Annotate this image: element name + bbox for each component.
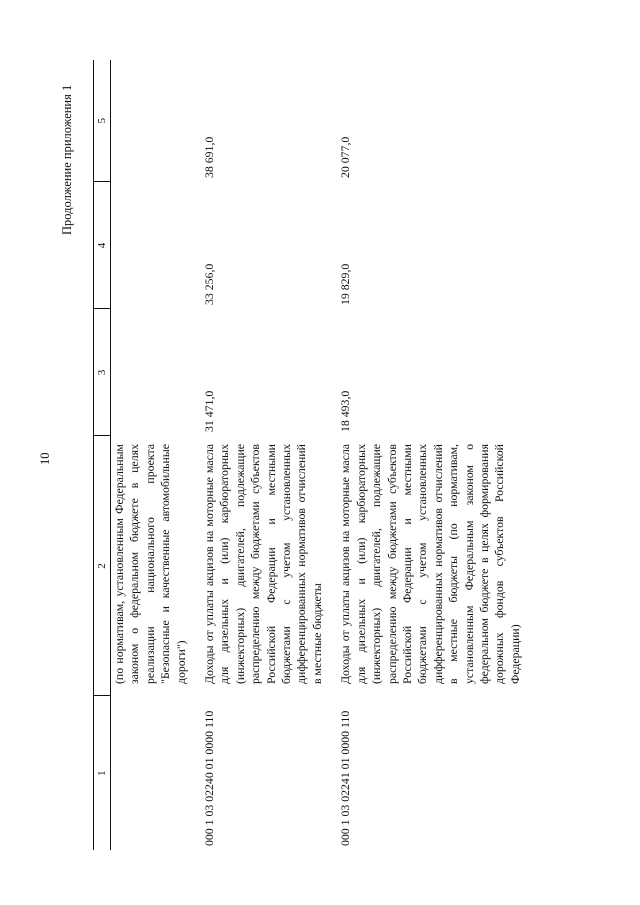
table-row	[199, 60, 335, 850]
header-col-1: 1	[94, 696, 111, 850]
table-row	[111, 60, 200, 850]
row-value-col3: 31 471,0	[202, 390, 217, 432]
row-value-col5: 20 077,0	[338, 136, 353, 178]
header-col-3: 3	[94, 309, 111, 436]
revenue-table	[93, 60, 523, 850]
row-code	[111, 696, 200, 850]
row-value-col5: 38 691,0	[202, 136, 217, 178]
table-row	[335, 60, 523, 850]
page-number: 10	[38, 452, 52, 465]
table-header-row	[94, 60, 111, 850]
header-col-4: 4	[94, 182, 111, 309]
row-value-col5	[111, 60, 200, 182]
header-col-5: 5	[94, 60, 111, 182]
row-description: (по нормативам, установленным Федеральным законом о федеральном бюджете в целях реализации национального проекта "Безопасные и качественные автомобильные дороги")	[112, 444, 188, 684]
continuation-label: Продолжение приложения 1	[60, 84, 74, 235]
row-code: 000 1 03 02240 01 0000 110	[202, 710, 217, 846]
row-description: Доходы от уплаты акцизов на моторные масла для дизельных и (или) карбюраторных (инжекторных) двигателей, подлежащие распределению между бюджетами субъектов Российской Федерации и местными бюджетами с учетом установленных дифференцированных нормативов отчислений в местные бюджеты	[202, 444, 324, 684]
row-description: Доходы от уплаты акцизов на моторные масла для дизельных и (или) карбюраторных (инжекторных) двигателей, подлежащие распределению между бюджетами субъектов Российской Федерации и местными бюджетами с учетом установленных дифференцированных нормативов отчислений в местные бюджеты (по нормативам, установленным Федеральным законом о федеральном бюджете в целях формирования дорожных фондов субъектов Российской Федерации)	[338, 444, 522, 684]
row-value-col4	[111, 182, 200, 309]
row-value-col3	[111, 309, 200, 436]
row-value-col4: 33 256,0	[202, 263, 217, 305]
header-col-2: 2	[94, 436, 111, 696]
row-value-col3: 18 493,0	[338, 390, 353, 432]
row-value-col4: 19 829,0	[338, 263, 353, 305]
row-code: 000 1 03 02241 01 0000 110	[338, 710, 353, 846]
